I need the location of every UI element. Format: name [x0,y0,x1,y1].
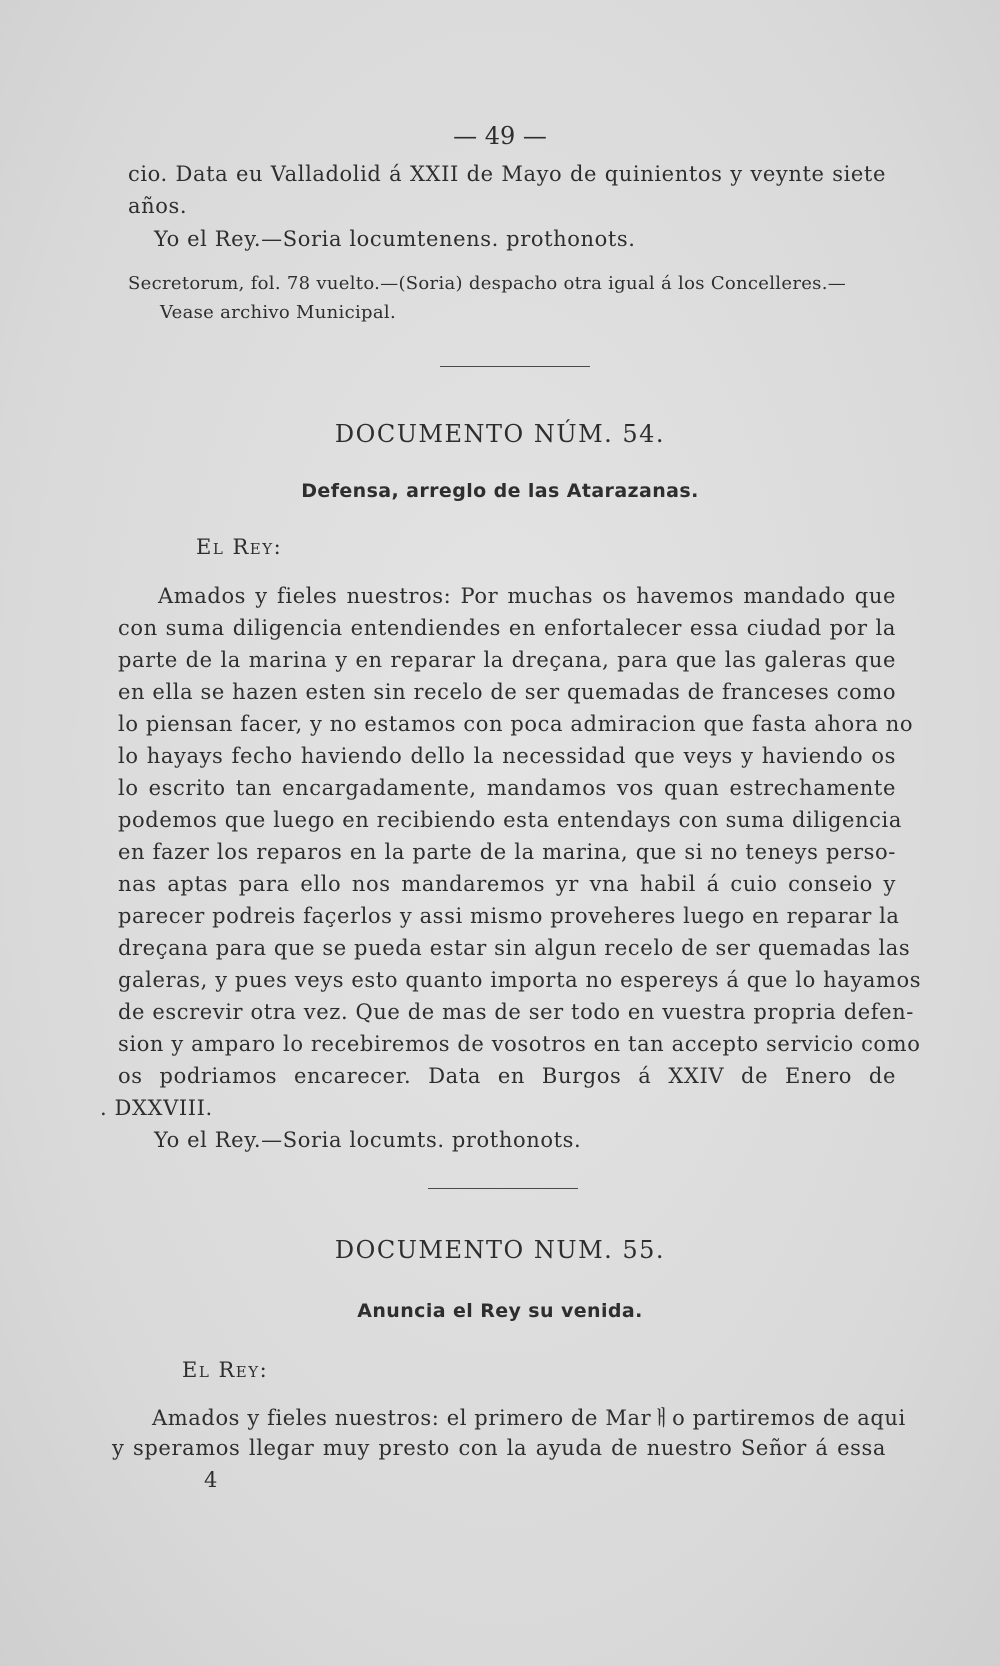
document-subtitle: Defensa, arreglo de las Atarazanas. [301,480,699,502]
text-line: parecer podreis façerlos y assi mismo proveheres luego en reparar la [118,904,900,928]
text-line: . DXXVIII. [100,1096,213,1120]
text-line: parte de la marina y en reparar la dreçana, para que las galeras que [118,648,896,672]
text-line: podemos que luego en recibiendo esta entendays con suma diligencia [118,808,902,832]
text-line: en fazer los reparos en la parte de la marina, que si no teneys perso- [118,840,896,864]
text-line: y speramos llegar muy presto con la ayuda de nuestro Señor á essa [112,1436,886,1460]
text-line: en ella se hazen esten sin recelo de ser quemadas de franceses como [118,680,897,704]
divider [440,366,590,367]
document-heading: DOCUMENTO NUM. 55. [334,1236,666,1264]
text-line: con suma diligencia entendiendes en enfortalecer essa ciudad por la [118,616,896,640]
archive-note: Vease archivo Municipal. [160,302,396,323]
salutation: El Rey: [196,535,283,559]
text-line: Amados y fieles nuestros: el primero de Marￃo partiremos de aqui [152,1406,906,1430]
page-number: — 49 — [453,122,547,150]
text-line: sion y amparo lo recebiremos de vosotros en tan accepto servicio como [118,1032,921,1056]
signature-line: Yo el Rey.—Soria locumts. prothonots. [154,1128,582,1152]
archive-note: Secretorum, fol. 78 vuelto.—(Soria) despacho otra igual á los Concelleres.— [128,273,847,294]
salutation: El Rey: [182,1358,269,1382]
document-subtitle: Anuncia el Rey su venida. [357,1300,643,1322]
text-line: galeras, y pues veys esto quanto importa no espereys á que lo hayamos [118,968,922,992]
text-line: lo escrito tan encargadamente, mandamos vos quan estrechamente [118,776,896,800]
signature-mark: 4 [204,1468,218,1492]
document-heading: DOCUMENTO NÚM. 54. [334,420,666,448]
divider [428,1188,578,1189]
signature-line: Yo el Rey.—Soria locumtenens. prothonots. [154,227,636,251]
text-line: Amados y fieles nuestros: Por muchas os havemos mandado que [158,584,896,608]
text-line: nas aptas para ello nos mandaremos yr vna habil á cuio conseio y [118,872,896,896]
text-line: lo hayays fecho haviendo dello la necessidad que veys y haviendo os [118,744,896,768]
text-line: dreçana para que se pueda estar sin algun recelo de ser quemadas las [118,936,911,960]
text-line: años. [128,194,188,218]
text-line: cio. Data eu Valladolid á XXII de Mayo de quinientos y veynte siete [128,162,886,186]
text-line: lo piensan facer, y no estamos con poca admiracion que fasta ahora no [118,712,914,736]
text-line: de escrevir otra vez. Que de mas de ser todo en vuestra propria defen- [118,1000,914,1024]
text-line: os podriamos encarecer. Data en Burgos á XXIV de Enero de [118,1064,896,1088]
